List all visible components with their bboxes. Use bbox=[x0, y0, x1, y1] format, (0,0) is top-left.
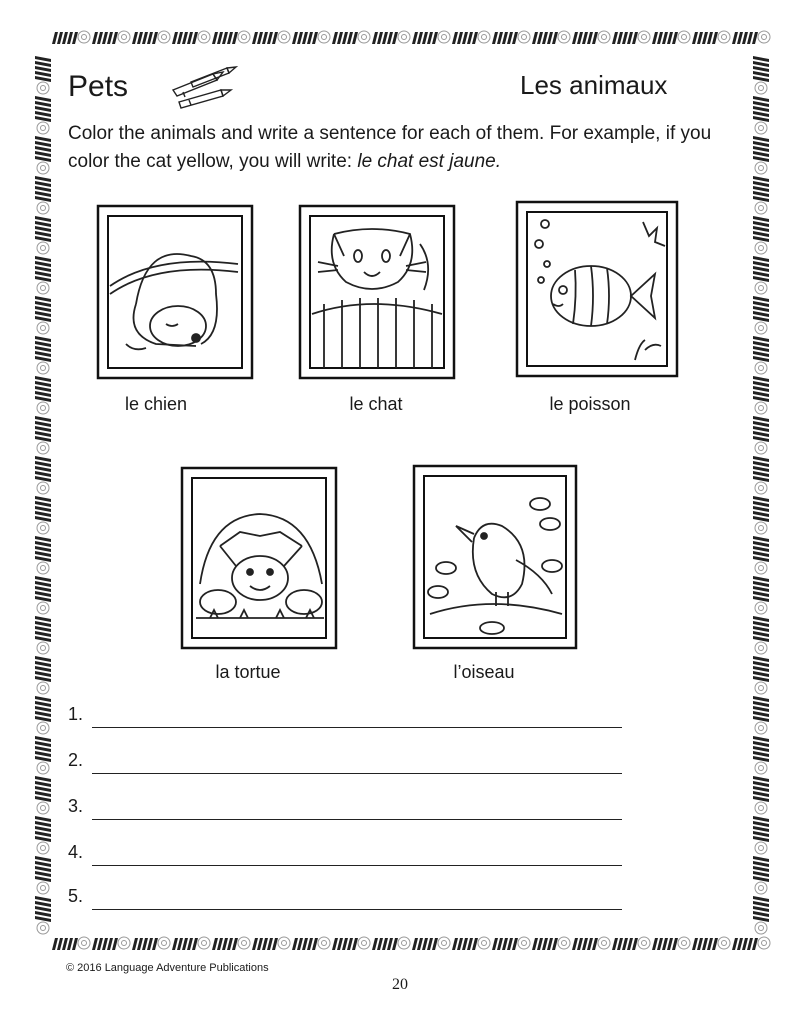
turtle-icon bbox=[180, 466, 338, 650]
writing-rule bbox=[92, 773, 622, 774]
copyright-notice: © 2016 Language Adventure Publications bbox=[66, 962, 269, 974]
sentence-number: 4. bbox=[68, 842, 84, 862]
writing-rule bbox=[92, 909, 622, 910]
page-title: Pets bbox=[68, 70, 129, 103]
sentence-line[interactable] bbox=[68, 842, 628, 868]
caption-fish: le poisson bbox=[549, 394, 631, 414]
cat-icon bbox=[298, 204, 456, 380]
left-border-pattern bbox=[32, 26, 54, 954]
writing-rule bbox=[92, 727, 622, 728]
caption-cat: le chat bbox=[349, 394, 403, 414]
instructions-example: le chat est jaune. bbox=[357, 151, 501, 172]
fish-icon bbox=[515, 200, 679, 378]
caption-dog: le chien bbox=[124, 394, 188, 414]
writing-rule bbox=[92, 819, 622, 820]
caption-turtle: la tortue bbox=[215, 662, 281, 682]
dog-frame bbox=[96, 204, 254, 380]
sentence-number: 3. bbox=[68, 796, 84, 816]
right-border-pattern bbox=[750, 26, 772, 954]
sentence-number: 2. bbox=[68, 750, 84, 770]
bottom-border-pattern bbox=[34, 932, 772, 954]
fish-frame bbox=[515, 200, 679, 378]
instructions-text: Color the animals and write a sentence for each of them. For example, if you color the cat yellow, you will write: bbox=[68, 123, 712, 172]
caption-bird: l’oiseau bbox=[453, 662, 515, 682]
sentence-number: 1. bbox=[68, 704, 84, 724]
top-border-pattern bbox=[34, 26, 772, 48]
sentence-number: 5. bbox=[68, 886, 84, 906]
instructions bbox=[68, 120, 748, 176]
cat-frame bbox=[298, 204, 456, 380]
sentence-line[interactable] bbox=[68, 796, 628, 822]
writing-rule bbox=[92, 865, 622, 866]
turtle-frame bbox=[180, 466, 338, 650]
page-number: 20 bbox=[392, 976, 408, 993]
dog-icon bbox=[96, 204, 254, 380]
sentence-line[interactable] bbox=[68, 886, 628, 912]
bird-frame bbox=[412, 464, 578, 650]
bird-icon bbox=[412, 464, 578, 650]
crayons-icon bbox=[165, 60, 245, 110]
sentence-line[interactable] bbox=[68, 704, 628, 730]
page-title-french: Les animaux bbox=[520, 70, 668, 100]
sentence-line[interactable] bbox=[68, 750, 628, 776]
